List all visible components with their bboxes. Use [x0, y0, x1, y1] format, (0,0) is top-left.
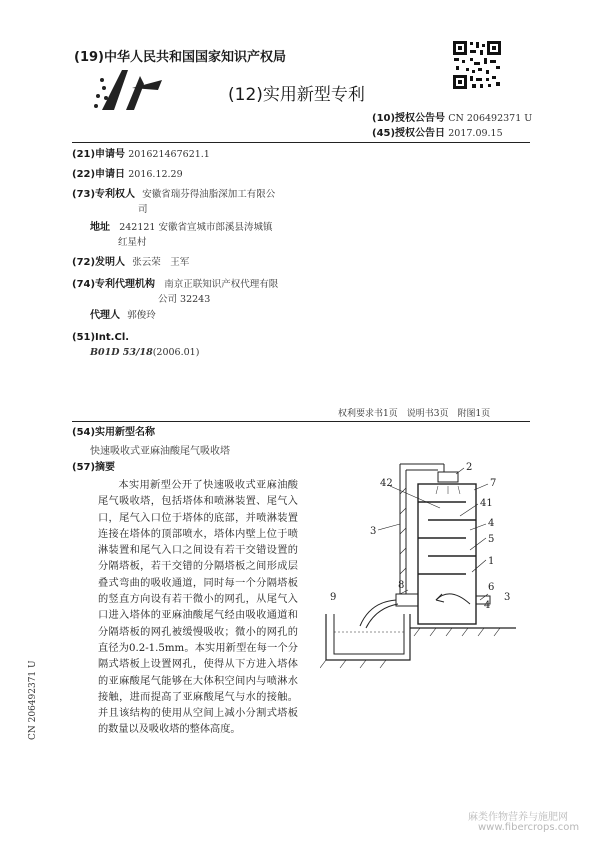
- pages-info: 权利要求书1页 说明书3页 附图1页: [338, 409, 491, 419]
- document-type: (12)实用新型专利: [228, 85, 365, 105]
- label-8: 8: [398, 580, 405, 591]
- publication-number: CN 206492371 U: [448, 113, 533, 124]
- publication-date-row: [372, 127, 503, 140]
- sidebar-publication-number: CN 206492371 U: [28, 660, 38, 740]
- patent-office-emblem-icon: [92, 66, 164, 114]
- intcl-label-text: (51)Int.Cl.: [72, 332, 130, 343]
- label-6: 6: [488, 582, 495, 593]
- agency-label: (74)专利代理机构: [72, 279, 156, 290]
- qr-code: [452, 40, 502, 90]
- intcl-date: (2006.01): [152, 347, 200, 358]
- publication-number-row: [372, 112, 532, 125]
- address-line2: 红星村: [118, 237, 147, 248]
- application-date-row: [72, 168, 183, 181]
- inventors: 张云荣 王军: [132, 257, 190, 268]
- absorption-tower-figure: [320, 454, 520, 676]
- agency-row: [72, 278, 278, 291]
- label-9: 9: [330, 592, 337, 603]
- inventor-row: [72, 256, 189, 269]
- abstract-text: 本实用新型公开了快速吸收式亚麻油酸尾气吸收塔，包括塔体和喷淋装置、尾气入口，尾气入口位于塔体的底部，并喷淋装置连接在塔体的顶部喷水，塔体内壁上位于喷淋装置和尾气入口之间设有若干交错设置的分隔塔板，若干交错的分隔塔板之间形成层叠式弯曲的吸收通道，同时每一个分隔塔板的竖直方向设有若干微小的网孔，从尾气入口进入塔体的亚麻油酸尾气经由吸收通道和分隔塔板的网孔被缓慢吸收；微小的网孔的直径为0.2-1.5mm。本实用新型在每一个分隔式塔板上设置网孔，使得从下方进入塔体的亚麻酸尾气能够在大体积空间内与喷淋水接触，进而提高了亚麻酸尾气与水的接触。并且该结构的使用从空间上减小分割式塔板的数量以及吸收塔的整体高度。: [98, 480, 298, 736]
- agent-row: [90, 309, 156, 322]
- label-42: 42: [380, 478, 393, 489]
- address-label: 地址: [90, 222, 110, 233]
- label-41: 41: [480, 498, 493, 509]
- patent-holder-label: (73)专利权人: [72, 189, 136, 200]
- application-number-label: (21)申请号: [72, 149, 126, 160]
- intcl-code: B01D 53/18: [90, 347, 153, 358]
- address: 242121 安徽省宣城市郎溪县涛城镇: [119, 222, 273, 233]
- label-4-top: 4: [488, 518, 495, 529]
- application-date-label: (22)申请日: [72, 169, 126, 180]
- title-label-text: (54)实用新型名称: [72, 427, 156, 438]
- patent-holder-line2: 司: [138, 204, 148, 215]
- title-label: [72, 425, 155, 440]
- publication-date: 2017.09.15: [448, 128, 503, 139]
- publication-date-label: (45)授权公告日: [372, 128, 446, 139]
- address-row: [90, 221, 272, 234]
- publication-number-label: (10)授权公告号: [372, 113, 446, 124]
- patent-holder-row: [72, 188, 275, 201]
- abstract-label: [72, 460, 115, 475]
- agency: 南京正联知识产权代理有限: [164, 279, 279, 290]
- label-4-bottom: 4: [484, 600, 491, 611]
- intcl-label: [72, 331, 129, 344]
- label-5: 5: [488, 534, 495, 545]
- agency-line2: 公司 32243: [158, 294, 211, 305]
- agent-label: 代理人: [90, 310, 120, 321]
- agent: 郭俊玲: [127, 310, 156, 321]
- header-divider: [72, 142, 530, 143]
- label-3-left: 3: [370, 526, 377, 537]
- intcl-row: [90, 346, 199, 359]
- label-2: 2: [466, 462, 473, 473]
- watermark-title: 麻类作物营养与施肥网: [468, 812, 568, 823]
- pages-divider: [72, 421, 530, 422]
- application-number: 201621467621.1: [128, 149, 210, 160]
- patent-holder: 安徽省瑞芬得油脂深加工有限公: [142, 189, 276, 200]
- watermark-url: www.fibercrops.com: [478, 822, 580, 833]
- label-1: 1: [488, 556, 495, 567]
- abstract-label-text: (57)摘要: [72, 462, 116, 473]
- office-name: (19)中华人民共和国国家知识产权局: [74, 50, 286, 65]
- application-date: 2016.12.29: [128, 169, 183, 180]
- utility-model-title: 快速吸收式亚麻油酸尾气吸收塔: [90, 446, 230, 457]
- application-number-row: [72, 148, 210, 161]
- inventor-label: (72)发明人: [72, 257, 126, 268]
- label-7: 7: [490, 478, 497, 489]
- label-3-right: 3: [504, 592, 511, 603]
